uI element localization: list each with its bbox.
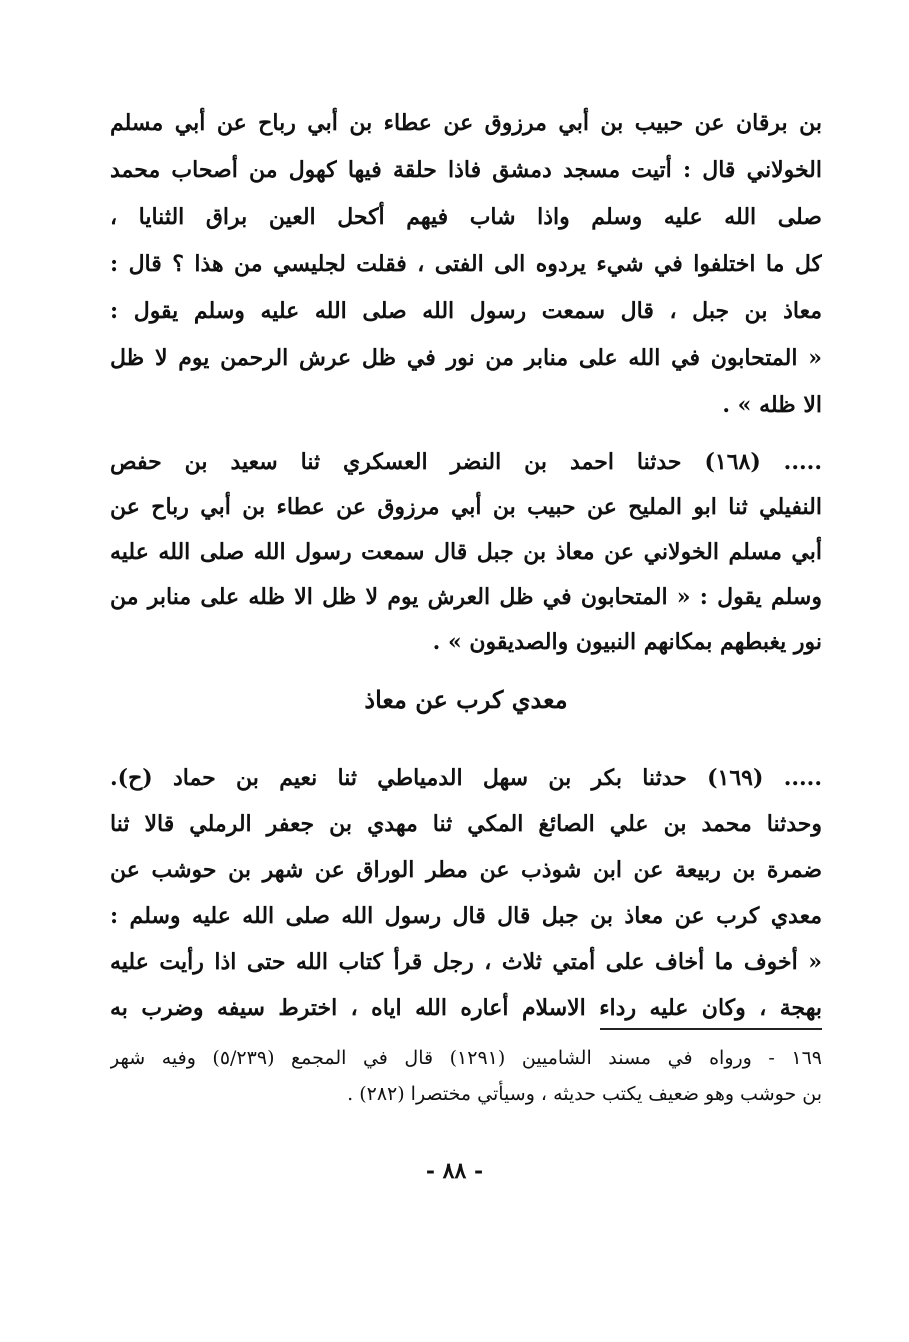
text-line: الخولاني قال : أتيت مسجد دمشق فاذا حلقة فيها كهول من أصحاب محمد: [110, 157, 822, 183]
text-line: كل ما اختلفوا في شيء يردوه الى الفتى ، فقلت لجليسي من هذا ؟ قال :: [110, 251, 822, 277]
text-line: ..... (١٦٨) حدثنا احمد بن النضر العسكري ثنا سعيد بن حفص: [110, 449, 822, 475]
footnote-line: بن حوشب وهو ضعيف يكتب حديثه ، وسيأتي مختصرا (٢٨٢) .: [347, 1083, 822, 1105]
text-line: أبي مسلم الخولاني عن معاذ بن جبل قال سمعت رسول الله صلى الله عليه: [110, 539, 822, 565]
footnote: [110, 1040, 822, 1112]
page-number: - ٨٨ -: [425, 1158, 484, 1184]
text-line: معدي كرب عن معاذ بن جبل قال قال رسول الله صلى الله عليه وسلم :: [110, 903, 822, 929]
text-line: الا ظله » .: [722, 392, 822, 418]
text-line: معاذ بن جبل ، قال سمعت رسول الله صلى الله عليه وسلم يقول :: [110, 298, 822, 324]
hadith-paragraph-169: [110, 755, 822, 1031]
footnote-divider: [600, 1028, 822, 1030]
text-line: « المتحابون في الله على منابر من نور في ظل عرش الرحمن يوم لا ظل: [110, 345, 822, 371]
text-line: وسلم يقول : « المتحابون في ظل العرش يوم لا ظل الا ظله على منابر من: [110, 584, 822, 610]
footnote-line: ١٦٩ - ورواه في مسند الشاميين (١٢٩١) قال في المجمع (٥/٢٣٩) وفيه شهر: [110, 1047, 822, 1069]
hadith-paragraph-continued: [110, 100, 822, 429]
text-line: نور يغبطهم بمكانهم النبيون والصديقون » .: [432, 629, 822, 655]
text-line: « أخوف ما أخاف على أمتي ثلاث ، رجل قرأ كتاب الله حتى اذا رأيت عليه: [110, 949, 822, 975]
text-line: بهجة ، وكان عليه رداء الاسلام أعاره الله اياه ، اخترط سيفه وضرب به: [110, 995, 822, 1021]
section-heading: معدي كرب عن معاذ: [364, 685, 568, 714]
text-line: النفيلي ثنا ابو المليح عن حبيب بن أبي مرزوق عن عطاء بن أبي رباح عن: [110, 494, 822, 520]
text-line: بن برقان عن حبيب بن أبي مرزوق عن عطاء بن أبي رباح عن أبي مسلم: [110, 110, 822, 136]
text-line: وحدثنا محمد بن علي الصائغ المكي ثنا مهدي بن جعفر الرملي قالا ثنا: [110, 811, 822, 837]
hadith-paragraph-168: [110, 440, 822, 665]
text-line: ..... (١٦٩) حدثنا بكر بن سهل الدمياطي ثنا نعيم بن حماد (ح).: [110, 765, 822, 791]
text-line: صلى الله عليه وسلم واذا شاب فيهم أكحل العين براق الثنايا ،: [110, 204, 822, 230]
text-line: ضمرة بن ربيعة عن ابن شوذب عن مطر الوراق عن شهر بن حوشب عن: [110, 857, 822, 883]
